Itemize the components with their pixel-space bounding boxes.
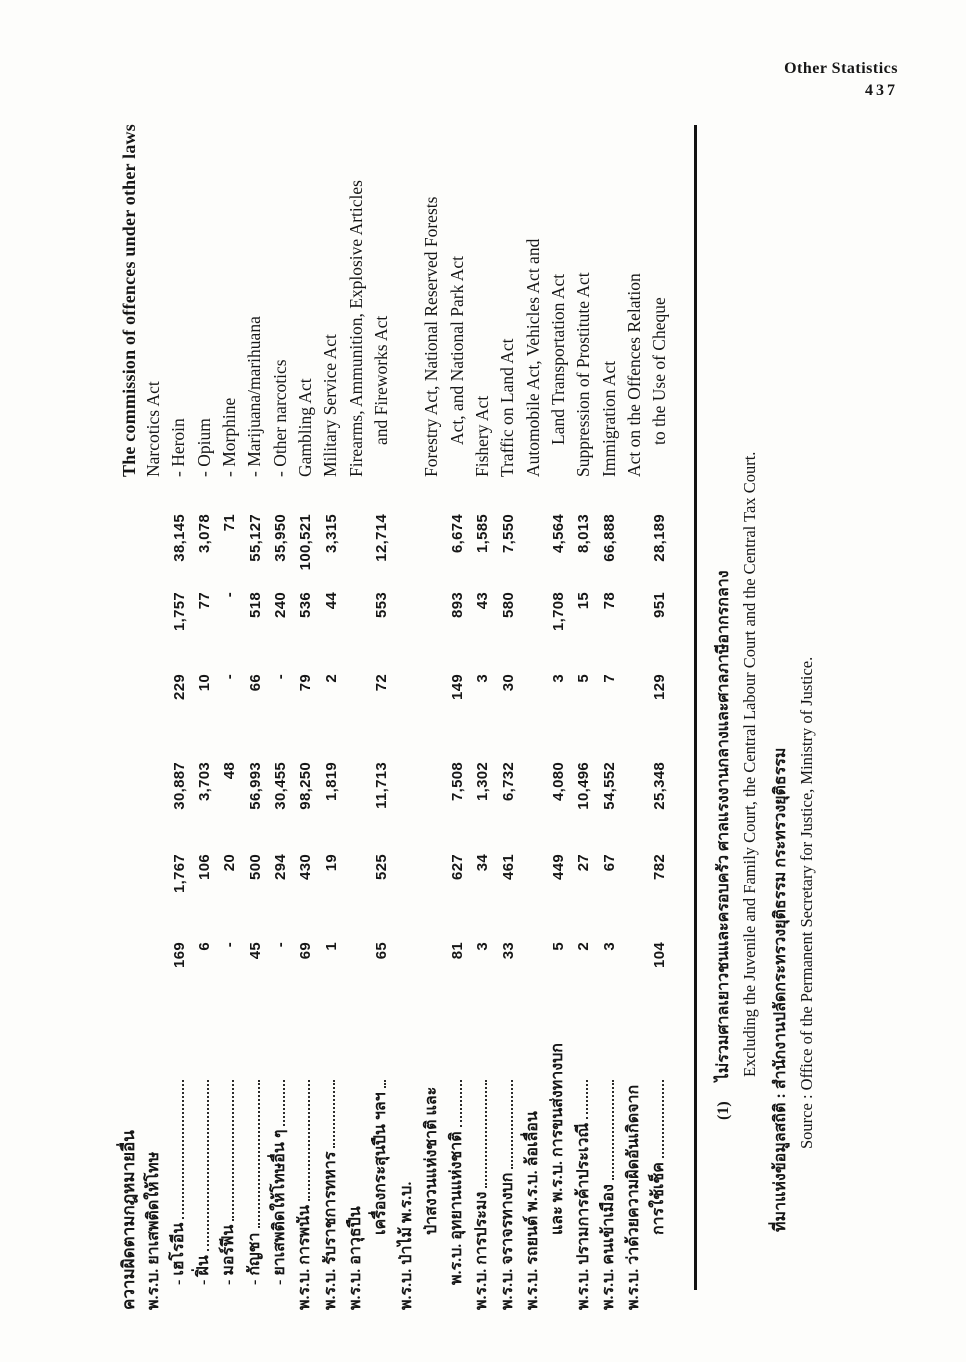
thai-label: การใช้เช็ค [651,1077,668,1310]
value-col-6: 38,145 [170,514,188,562]
english-label: - Opium [193,418,214,477]
value-col-5: 580 [499,592,517,618]
value-col-2: 430 [297,854,315,880]
value-col-2: 27 [575,854,593,872]
value-col-3: 54,552 [600,762,618,810]
dotted-leader [662,1080,664,1158]
value-col-3: 98,250 [297,762,315,810]
table-row [167,114,192,1310]
value-col-1: 81 [449,942,466,960]
value-col-5: - [221,592,239,598]
value-col-4: 3 [474,674,492,683]
dotted-leader [485,1080,487,1188]
value-col-3: 30,455 [271,762,289,810]
value-col-1: 3 [600,942,618,951]
dotted-leader [511,1080,513,1169]
thai-label: พ.ร.บ. อุทยานแห่งชาติ [449,1077,466,1310]
dotted-leader [308,1080,310,1201]
english-label: Suppression of Prostitute Act [573,272,594,477]
value-col-6: 3,078 [196,514,214,554]
value-col-2: 1,767 [170,854,188,894]
value-col-5: 1,708 [550,592,568,632]
table-row [192,114,217,1310]
thai-label: พ.ร.บ. การพนัน [297,1077,314,1310]
value-col-5: 44 [322,592,340,610]
value-col-1: 33 [499,942,517,960]
value-col-6: 7,550 [499,514,517,554]
thai-label: พ.ร.บ. อาวุธปืน [346,1206,364,1310]
thai-label: - กัญชา [247,1077,264,1310]
value-col-1: 2 [575,942,593,951]
value-col-4: 30 [499,674,517,692]
table-row [597,114,622,1310]
table-row [445,114,470,1310]
value-col-6: 71 [221,514,239,532]
value-col-5: 893 [449,592,466,618]
value-col-2: 782 [651,854,669,880]
value-col-3: 30,887 [170,762,188,810]
dotted-leader [182,1080,184,1219]
footnote-marker: (1) [715,1101,732,1120]
thai-label: พ.ร.บ. ยาเสพติดให้โทษ [144,1151,162,1310]
dotted-leader [612,1080,614,1180]
value-col-6: 100,521 [297,514,315,571]
english-label: Gambling Act [294,378,315,477]
english-label: Act, and National Park Act [446,255,467,445]
value-col-4: 3 [550,674,568,683]
value-col-4: - [221,674,239,680]
value-col-2: 106 [196,854,214,880]
value-col-5: 43 [474,592,492,610]
dotted-leader [333,1080,335,1148]
value-col-1: 5 [550,942,568,951]
value-col-1: 69 [297,942,315,960]
value-col-4: 66 [246,674,264,692]
value-col-1: - [271,942,289,948]
value-col-6: 35,950 [271,514,289,562]
english-label: Act on the Offences Relation [623,273,644,477]
value-col-4: - [271,674,289,680]
offences-table [116,114,673,1310]
value-col-3: 3,703 [196,762,214,802]
thai-label: - เฮโรอีน [171,1077,188,1310]
footnote-3-source-thai: ที่มาแห่งข้อมูลสถิติ : สำนักงานปลัดกระทรวงยุติธรรม กระทรวงยุติธรรม [772,747,789,1232]
value-col-3: 11,713 [373,762,391,809]
value-col-2: 500 [246,854,264,880]
thai-label: - ยาเสพติดให้โทษอื่น ๆ [272,1077,289,1310]
value-col-4: 149 [449,674,466,700]
table-row [470,114,495,1310]
value-col-2: 294 [271,854,289,880]
english-label: - Marijuana/marihuana [244,316,265,477]
dotted-leader [283,1080,285,1126]
table-row [217,114,242,1310]
english-label: Forestry Act, National Reserved Forests [421,196,442,477]
value-col-3: 48 [221,762,239,780]
table-row [622,114,647,1310]
thai-label: พ.ร.บ. รับราชการทหาร [323,1077,340,1310]
english-label: - Morphine [219,397,240,477]
thai-label: ป่าสงวนแห่งชาติ และ [422,1086,440,1235]
english-label: Automobile Act, Vehicles Act and [522,238,543,477]
table-row [495,114,520,1310]
value-col-4: 79 [297,674,315,692]
value-col-4: 2 [322,674,340,683]
value-col-6: 28,189 [651,514,669,562]
english-label: The commission of offences under other laws [118,124,139,477]
value-col-3: 7,508 [449,762,466,802]
value-col-3: 1,819 [322,762,340,802]
english-label: Traffic on Land Act [497,338,518,477]
table-row [141,114,166,1310]
value-col-2: 449 [550,854,568,880]
english-label: - Heroin [168,418,189,477]
english-label: Land Transportation Act [547,273,568,445]
table-row [647,114,672,1310]
value-col-3: 10,496 [575,762,593,810]
english-label: - Other narcotics [269,359,290,477]
value-col-4: 5 [575,674,593,683]
thai-label: และ พ.ร.บ. การขนส่งทางบก [549,1043,567,1235]
value-col-5: 78 [600,592,618,610]
value-col-2: 525 [373,854,391,880]
thai-label: พ.ร.บ. คนเข้าเมือง [601,1077,618,1310]
footnote-1-thai: (1)ไม่รวมศาลเยาวชนและครอบครัว ศาลแรงงานกลางและศาลภาษีอากรกลาง [715,570,732,1120]
value-col-1: 104 [651,942,669,968]
table-row [242,114,267,1310]
value-col-3: 56,993 [246,762,264,810]
value-col-6: 6,674 [449,514,466,554]
table-row [318,114,343,1310]
page-number: 437 [865,82,898,99]
value-col-6: 4,564 [550,514,568,554]
value-col-2: 461 [499,854,517,880]
value-col-5: 536 [297,592,315,618]
thai-label: เครื่องกระสุนปืน ฯลฯ [373,1077,390,1310]
dotted-leader [586,1080,588,1119]
table-row [344,114,369,1310]
footnote-4-source-english: Source : Office of the Permanent Secretary for Justice, Ministry of Justice. [797,656,816,1149]
value-col-3: 4,080 [550,762,568,802]
english-label: to the Use of Cheque [649,297,670,445]
value-col-1: 1 [322,942,340,951]
value-col-6: 3,315 [322,514,340,554]
table-row [571,114,596,1310]
value-col-1: 3 [474,942,492,951]
value-col-5: 1,757 [170,592,188,632]
thai-label: พ.ร.บ. ปรามการค้าประเวณี [576,1077,593,1310]
value-col-6: 66,888 [600,514,618,562]
value-col-3: 1,302 [474,762,492,802]
english-label: Narcotics Act [143,381,164,477]
value-col-5: 951 [651,592,669,618]
value-col-5: 553 [373,592,391,618]
value-col-2: 67 [600,854,618,872]
value-col-2: 20 [221,854,239,872]
value-col-5: 240 [271,592,289,618]
english-label: Military Service Act [320,334,341,477]
value-col-2: 627 [449,854,466,880]
value-col-1: 65 [373,942,391,960]
value-col-1: 169 [170,942,188,968]
thai-label: พ.ร.บ. ป่าไม้ พ.ร.บ. [397,1181,415,1310]
thai-label: พ.ร.บ. ว่าด้วยความผิดอันเกิดจาก [625,1084,643,1310]
table-row [116,114,141,1310]
footnote-2-english: Excluding the Juvenile and Family Court, the Central Labour Court and the Central Tax Court. [740,451,759,1077]
value-col-6: 1,585 [474,514,492,554]
value-col-1: - [221,942,239,948]
value-col-4: 7 [600,674,618,683]
dotted-leader [384,1080,386,1088]
value-col-5: 15 [575,592,593,610]
dotted-leader [258,1080,260,1229]
value-col-5: 77 [196,592,214,610]
value-col-1: 45 [246,942,264,960]
value-col-4: 72 [373,674,391,692]
value-col-3: 6,732 [499,762,517,802]
thai-label: พ.ร.บ. จราจรทางบก [500,1077,517,1310]
value-col-2: 34 [474,854,492,872]
thai-label: - ฝิ่น [196,1077,213,1310]
table-row [369,114,394,1310]
dotted-leader [460,1080,462,1127]
table-row [293,114,318,1310]
value-col-2: 19 [322,854,340,872]
table-row [546,114,571,1310]
table-row [268,114,293,1310]
thai-label: พ.ร.บ. รถยนต์ พ.ร.บ. ล้อเลื่อน [524,1111,541,1310]
value-col-4: 229 [170,674,188,700]
value-col-4: 10 [196,674,214,692]
english-label: Firearms, Ammunition, Explosive Articles [345,180,366,477]
value-col-3: 25,348 [651,762,669,810]
english-label: Fishery Act [472,395,493,477]
english-label: and Fireworks Act [370,315,391,445]
dotted-leader [232,1080,234,1221]
value-col-1: 6 [196,942,214,951]
value-col-4: 129 [651,674,669,700]
value-col-6: 55,127 [246,514,264,562]
table-bottom-rule [694,125,697,1290]
section-title: Other Statistics [784,60,898,77]
table-row [521,114,546,1310]
value-col-6: 8,013 [575,514,593,554]
value-col-6: 12,714 [373,514,391,562]
dotted-leader [207,1080,209,1251]
table-row [394,114,419,1310]
table-row [420,114,445,1310]
thai-label: ความผิดตามกฎหมายอื่น [118,1130,138,1310]
english-label: Immigration Act [598,360,619,477]
thai-label: - มอร์ฟีน [221,1077,238,1310]
value-col-5: 518 [246,592,264,618]
thai-label: พ.ร.บ. การประมง [474,1077,491,1310]
